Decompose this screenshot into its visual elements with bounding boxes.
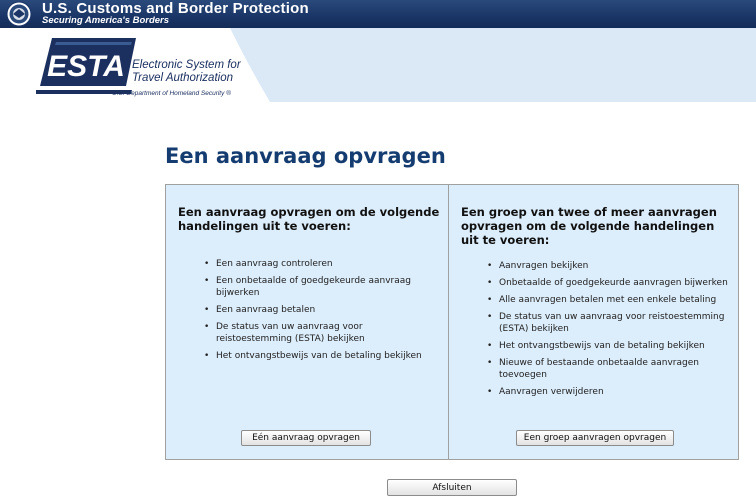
agency-name: U.S. Customs and Border Protection (42, 0, 309, 17)
single-application-panel (166, 185, 447, 459)
retrieve-group-button[interactable]: Een groep aanvragen opvragen (516, 430, 674, 446)
options-panels (165, 184, 739, 460)
list-item: • Nieuwe of bestaande onbetaalde aanvragen toevoegen (449, 357, 731, 381)
close-button[interactable]: Afsluiten (387, 479, 517, 496)
top-banner (0, 0, 756, 28)
single-panel-heading: Een aanvraag opvragen om de volgende handelingen uit te voeren: (178, 205, 440, 233)
list-item: • De status van uw aanvraag voor reistoestemming (ESTA) bekijken (449, 311, 731, 335)
list-item: • Het ontvangstbewijs van de betaling bekijken (449, 340, 731, 352)
group-panel-heading: Een groep van twee of meer aanvragen opvragen om de volgende handelingen uit te voeren: (461, 205, 717, 247)
agency-tagline: Securing America's Borders (42, 15, 170, 26)
system-name-line2: Travel Authorization (132, 72, 233, 84)
single-actions-list (166, 258, 436, 367)
svg-text:ESTA: ESTA (47, 50, 125, 83)
list-item: • Alle aanvragen betalen met een enkele betaling (449, 294, 731, 306)
group-application-panel (448, 185, 738, 459)
retrieve-single-button[interactable]: Eén aanvraag opvragen (241, 430, 371, 446)
department-name: U.S. Department of Homeland Security ® (112, 90, 231, 97)
list-item: • Het ontvangstbewijs van de betaling bekijken (166, 350, 436, 362)
list-item: • De status van uw aanvraag voor reistoestemming (ESTA) bekijken (166, 321, 436, 345)
esta-header (0, 28, 756, 102)
list-item: • Een onbetaalde of goedgekeurde aanvraag bijwerken (166, 275, 436, 299)
list-item: • Aanvragen bekijken (449, 260, 731, 272)
list-item: • Een aanvraag betalen (166, 304, 436, 316)
list-item: • Aanvragen verwijderen (449, 386, 731, 398)
dhs-seal-icon (2, 1, 36, 27)
list-item: • Onbetaalde of goedgekeurde aanvragen bijwerken (449, 277, 731, 289)
group-actions-list (449, 260, 731, 403)
esta-logo (36, 34, 136, 98)
page-title: Een aanvraag opvragen (165, 144, 446, 168)
list-item: • Een aanvraag controleren (166, 258, 436, 270)
system-name-line1: Electronic System for (132, 59, 241, 71)
